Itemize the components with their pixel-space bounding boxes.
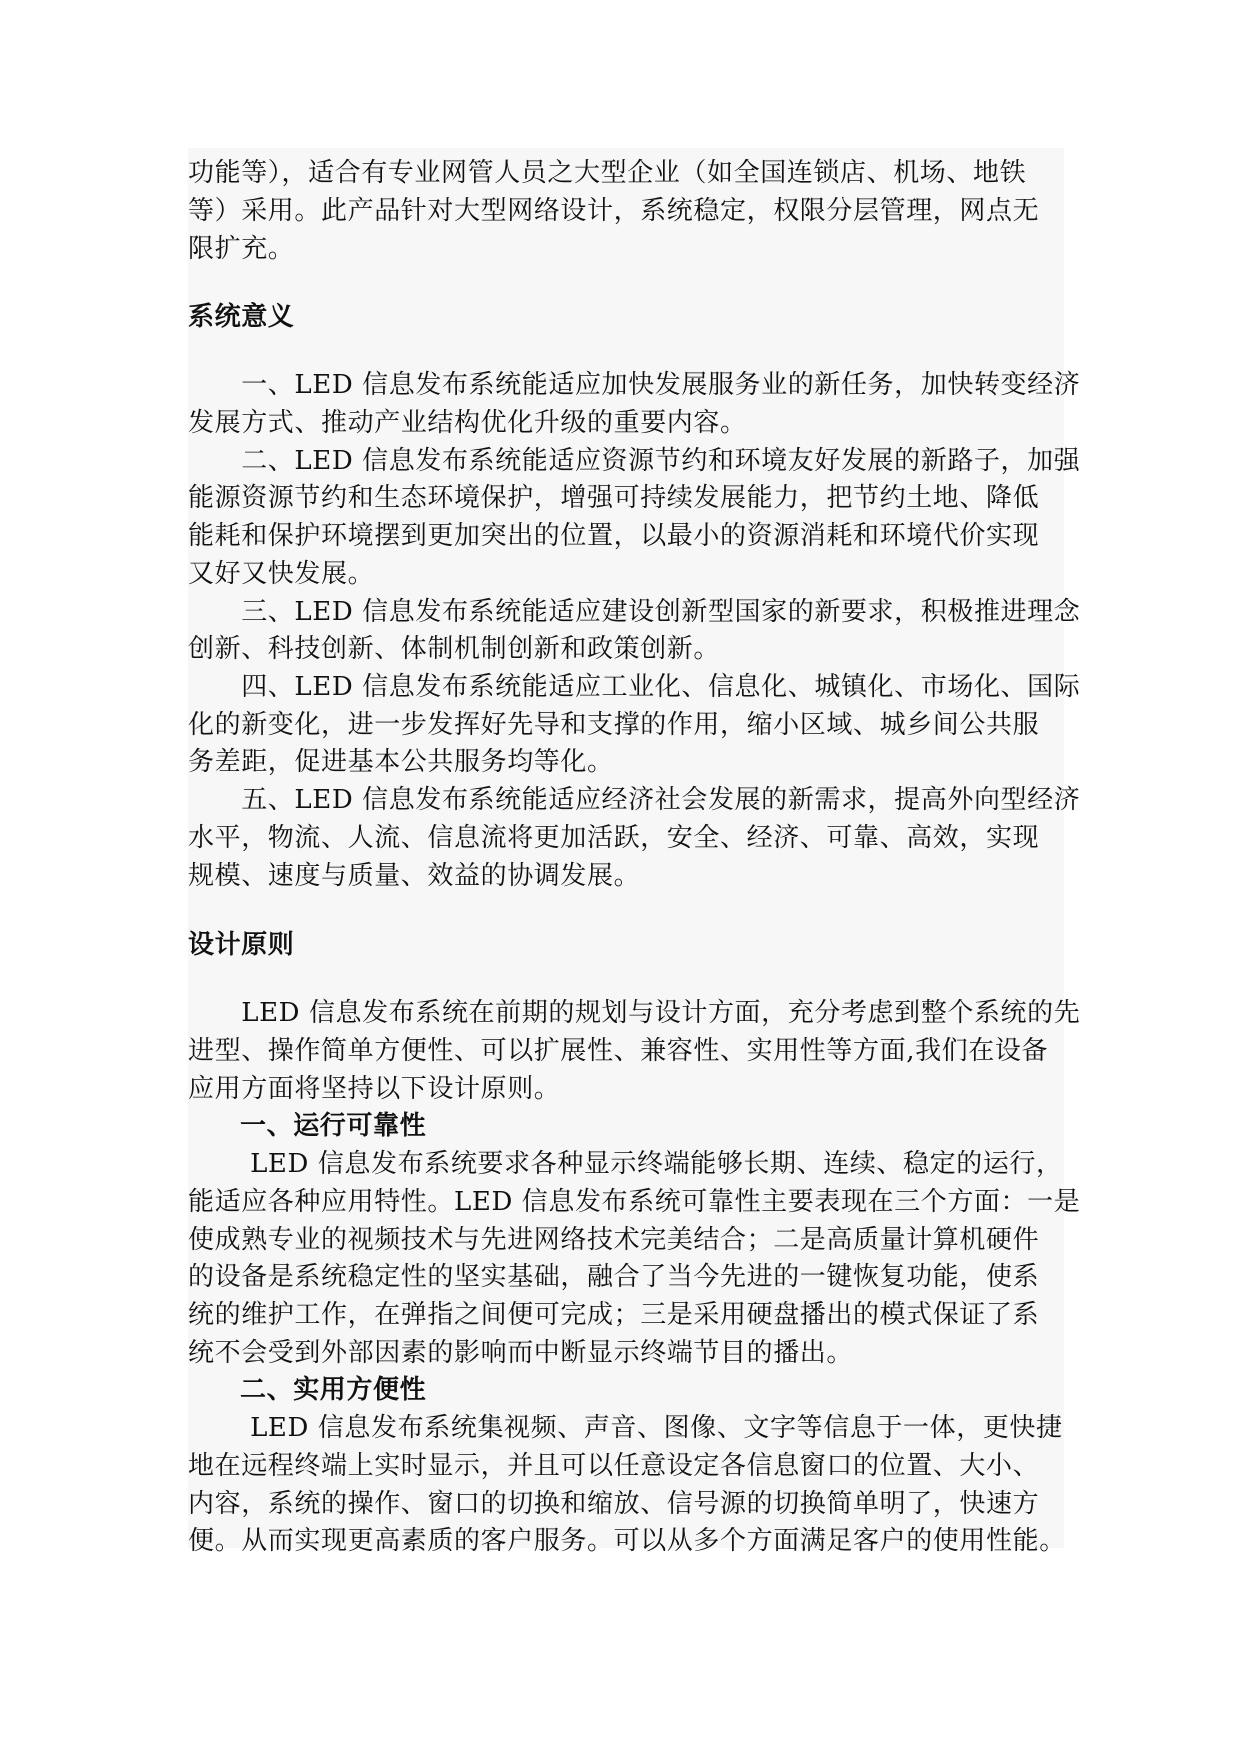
paragraph-line: 进型、操作简单方便性、可以扩展性、兼容性、实用性等方面,我们在设备 xyxy=(188,1036,1049,1066)
paragraph-line: 的设备是系统稳定性的坚实基础，融合了当今先进的一键恢复功能，使系 xyxy=(188,1262,1040,1292)
paragraph-line: 应用方面将坚持以下设计原则。 xyxy=(188,1074,561,1104)
paragraph-line: 二、LED 信息发布系统能适应资源节约和环境友好发展的新路子，加强 xyxy=(188,446,1081,476)
intro-line: 限扩充。 xyxy=(188,234,295,264)
paragraph-line: 又好又快发展。 xyxy=(188,559,375,589)
paragraph-line: 发展方式、推动产业结构优化升级的重要内容。 xyxy=(188,408,747,438)
paragraph-line: 四、LED 信息发布系统能适应工业化、信息化、城镇化、市场化、国际 xyxy=(188,672,1081,702)
paragraph-line: 规模、速度与质量、效益的协调发展。 xyxy=(188,861,641,891)
subheading-reliability: 一、运行可靠性 xyxy=(240,1111,427,1141)
paragraph-line: 能耗和保护环境摆到更加突出的位置，以最小的资源消耗和环境代价实现 xyxy=(188,521,1040,551)
paragraph-line: 化的新变化，进一步发挥好先导和支撑的作用，缩小区域、城乡间公共服 xyxy=(188,710,1040,740)
paragraph-line: LED 信息发布系统集视频、声音、图像、文字等信息于一体，更快捷 xyxy=(188,1413,1063,1443)
paragraph-line: 便。从而实现更高素质的客户服务。可以从多个方面满足客户的使用性能。 xyxy=(188,1526,1066,1556)
paragraph-line: 务差距，促进基本公共服务均等化。 xyxy=(188,747,614,777)
intro-line: 等）采用。此产品针对大型网络设计，系统稳定，权限分层管理，网点无 xyxy=(188,196,1040,226)
paragraph-line: 统的维护工作，在弹指之间便可完成；三是采用硬盘播出的模式保证了系 xyxy=(188,1300,1040,1330)
paragraph-line: 统不会受到外部因素的影响而中断显示终端节目的播出。 xyxy=(188,1338,854,1368)
paragraph-line: 内容，系统的操作、窗口的切换和缩放、信号源的切换简单明了，快速方 xyxy=(188,1489,1040,1519)
paragraph-line: 能源资源节约和生态环境保护，增强可持续发展能力，把节约土地、降低 xyxy=(188,483,1040,513)
document-body xyxy=(188,148,1081,1556)
paragraph-line: 三、LED 信息发布系统能适应建设创新型国家的新要求，积极推进理念 xyxy=(188,597,1081,627)
section-heading-design-principles: 设计原则 xyxy=(188,930,295,960)
paragraph-line: 能适应各种应用特性。LED 信息发布系统可靠性主要表现在三个方面：一是 xyxy=(188,1187,1081,1217)
paragraph-line: 使成熟专业的视频技术与先进网络技术完美结合；二是高质量计算机硬件 xyxy=(188,1225,1040,1255)
paragraph-line: LED 信息发布系统在前期的规划与设计方面，充分考虑到整个系统的先 xyxy=(188,998,1081,1028)
section-heading-significance: 系统意义 xyxy=(188,302,295,332)
paragraph-line: 地在远程终端上实时显示，并且可以任意设定各信息窗口的位置、大小、 xyxy=(188,1451,1040,1481)
paragraph-line: 一、LED 信息发布系统能适应加快发展服务业的新任务，加快转变经济 xyxy=(188,370,1081,400)
paragraph-line: 创新、科技创新、体制机制创新和政策创新。 xyxy=(188,634,721,664)
intro-line: 功能等），适合有专业网管人员之大型企业（如全国连锁店、机场、地铁 xyxy=(188,158,1027,188)
paragraph-line: 水平，物流、人流、信息流将更加活跃，安全、经济、可靠、高效，实现 xyxy=(188,823,1040,853)
paragraph-line: 五、LED 信息发布系统能适应经济社会发展的新需求，提高外向型经济 xyxy=(188,785,1081,815)
subheading-usability: 二、实用方便性 xyxy=(240,1375,427,1405)
paragraph-line: LED 信息发布系统要求各种显示终端能够长期、连续、稳定的运行， xyxy=(188,1149,1063,1179)
